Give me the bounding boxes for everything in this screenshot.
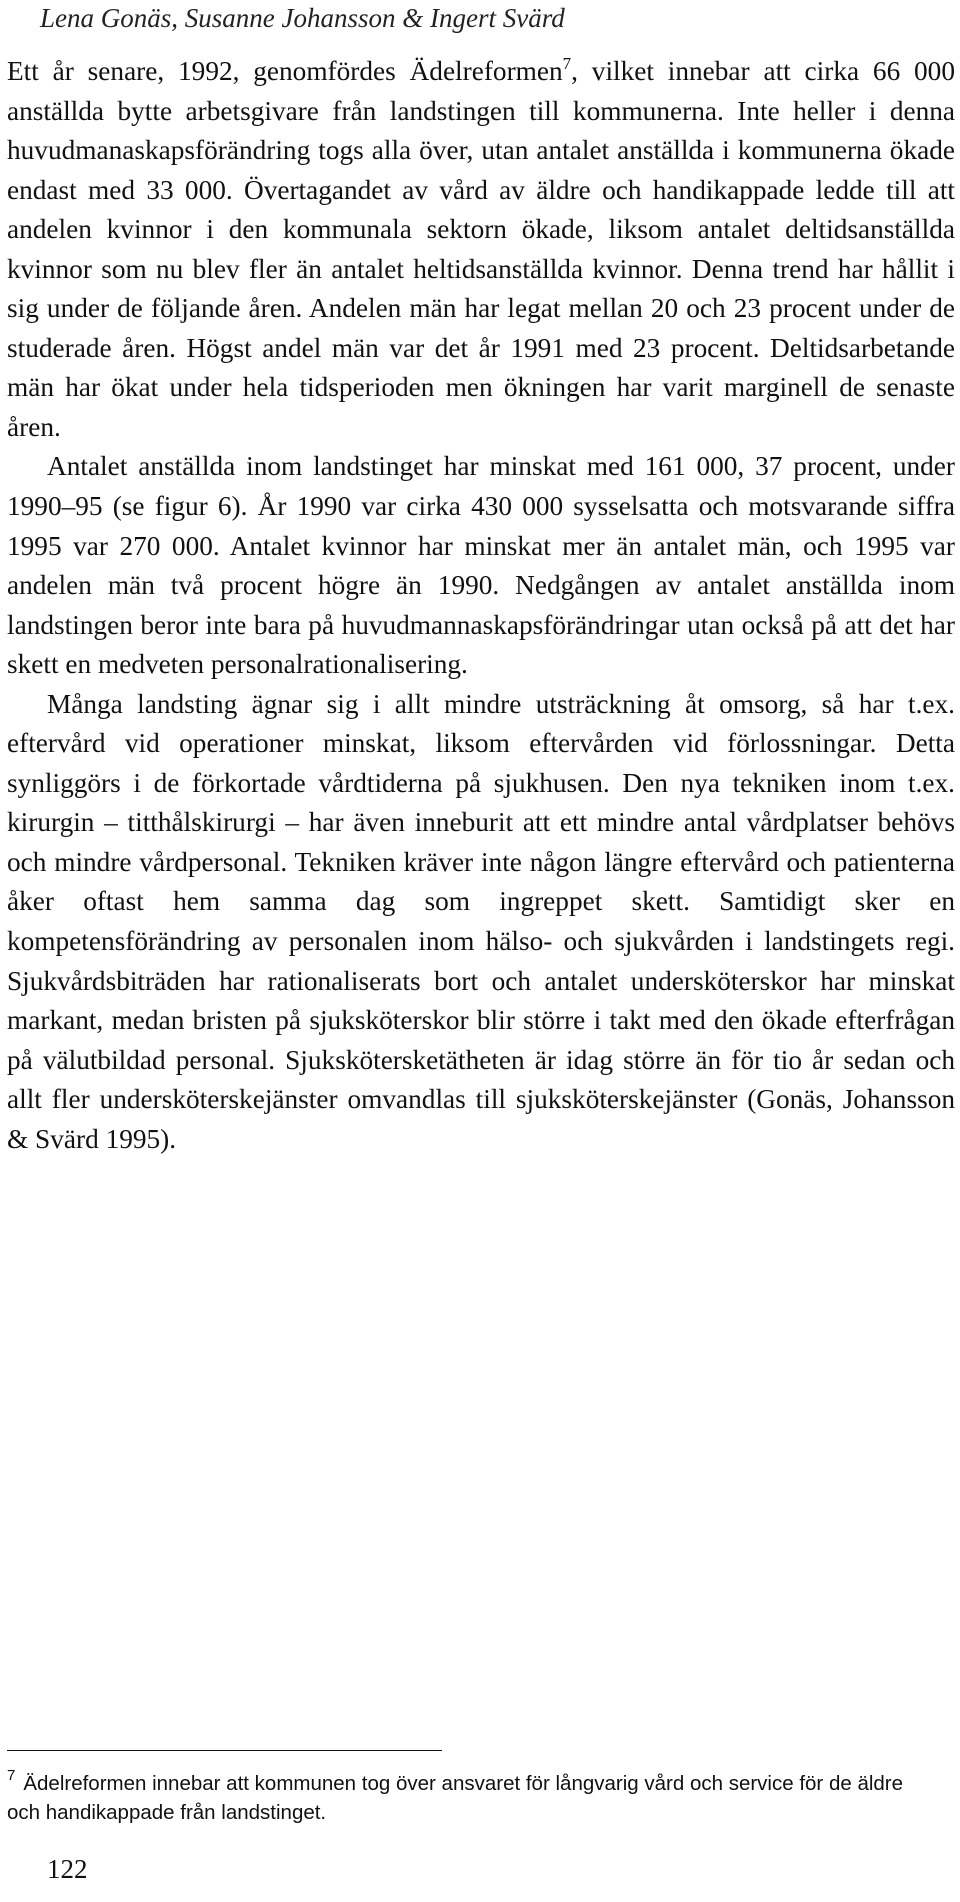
paragraph-1-text-start: Ett år senare, 1992, genomfördes Ädelreformen: [7, 56, 563, 86]
footnote: [7, 1769, 927, 1827]
page-number: 122: [47, 1854, 88, 1884]
footnote-reference[interactable]: 7: [562, 54, 572, 73]
footnote-divider: [7, 1750, 442, 1751]
footnote-text: Ädelreformen innebar att kommunen tog över ansvaret för långvarig vård och service för de äldre och handikappade från landstinget.: [7, 1772, 904, 1824]
running-head: Lena Gonäs, Susanne Johansson & Ingert Svärd: [40, 3, 565, 33]
body-text: [7, 52, 955, 1159]
paragraph-1-text-end: , vilket innebar att cirka 66 000 anställda bytte arbetsgivare från landstingen till kommunerna. Inte heller i denna huvudmanaskapsförändring togs alla över, utan antalet anställda i kommunerna ökade endast med 33 000. Övertagandet av vård av äldre och handikappade ledde till att andelen kvinnor i den kommunala sektorn ökade, liksom antalet deltidsanställda kvinnor som nu blev fler än antalet heltidsanställda kvinnor. Denna trend har hållit i sig under de följande åren. Andelen män har legat mellan 20 och 23 procent under de studerade åren. Högst andel män var det år 1991 med 23 procent. Deltidsarbetande män har ökat under hela tidsperioden men ökningen har varit marginell de senaste åren.: [7, 56, 955, 442]
paragraph-2: Antalet anställda inom landstinget har minskat med 161 000, 37 procent, under 1990–95 (se figur 6). År 1990 var cirka 430 000 sysselsatta och motsvarande siffra 1995 var 270 000. Antalet kvinnor har minskat mer än antalet män, och 1995 var andelen män två procent högre än 1990. Nedgången av antalet anställda inom landstingen beror inte bara på huvudmannaskapsförändringar utan också på att det har skett en medveten personalrationalisering.: [7, 451, 955, 680]
footnote-number: 7: [7, 1767, 16, 1784]
paragraph-1: [7, 52, 955, 447]
paragraph-3: Många landsting ägnar sig i allt mindre utsträckning åt omsorg, så har t.ex. eftervård vid operationer minskat, liksom eftervården vid förlossningar. Detta synliggörs i de förkortade vårdtiderna på sjukhusen. Den nya tekniken inom t.ex. kirurgin – titthålskirurgi – har även inneburit att ett mindre antal vårdplatser behövs och mindre vårdpersonal. Tekniken kräver inte någon längre eftervård och patienterna åker oftast hem samma dag som ingreppet skett. Samtidigt sker en kompetensförändring av personalen inom hälso- och sjukvården i landstingets regi. Sjukvårdsbiträden har rationaliserats bort och antalet undersköterskor har minskat markant, medan bristen på sjuksköterskor blir större i takt med den ökade efterfrågan på välutbildad personal. Sjukskötersketätheten är idag större än för tio år sedan och allt fler undersköterskejänster omvandlas till sjuksköterskejänster (Gonäs, Johansson & Svärd 1995).: [7, 688, 955, 1154]
